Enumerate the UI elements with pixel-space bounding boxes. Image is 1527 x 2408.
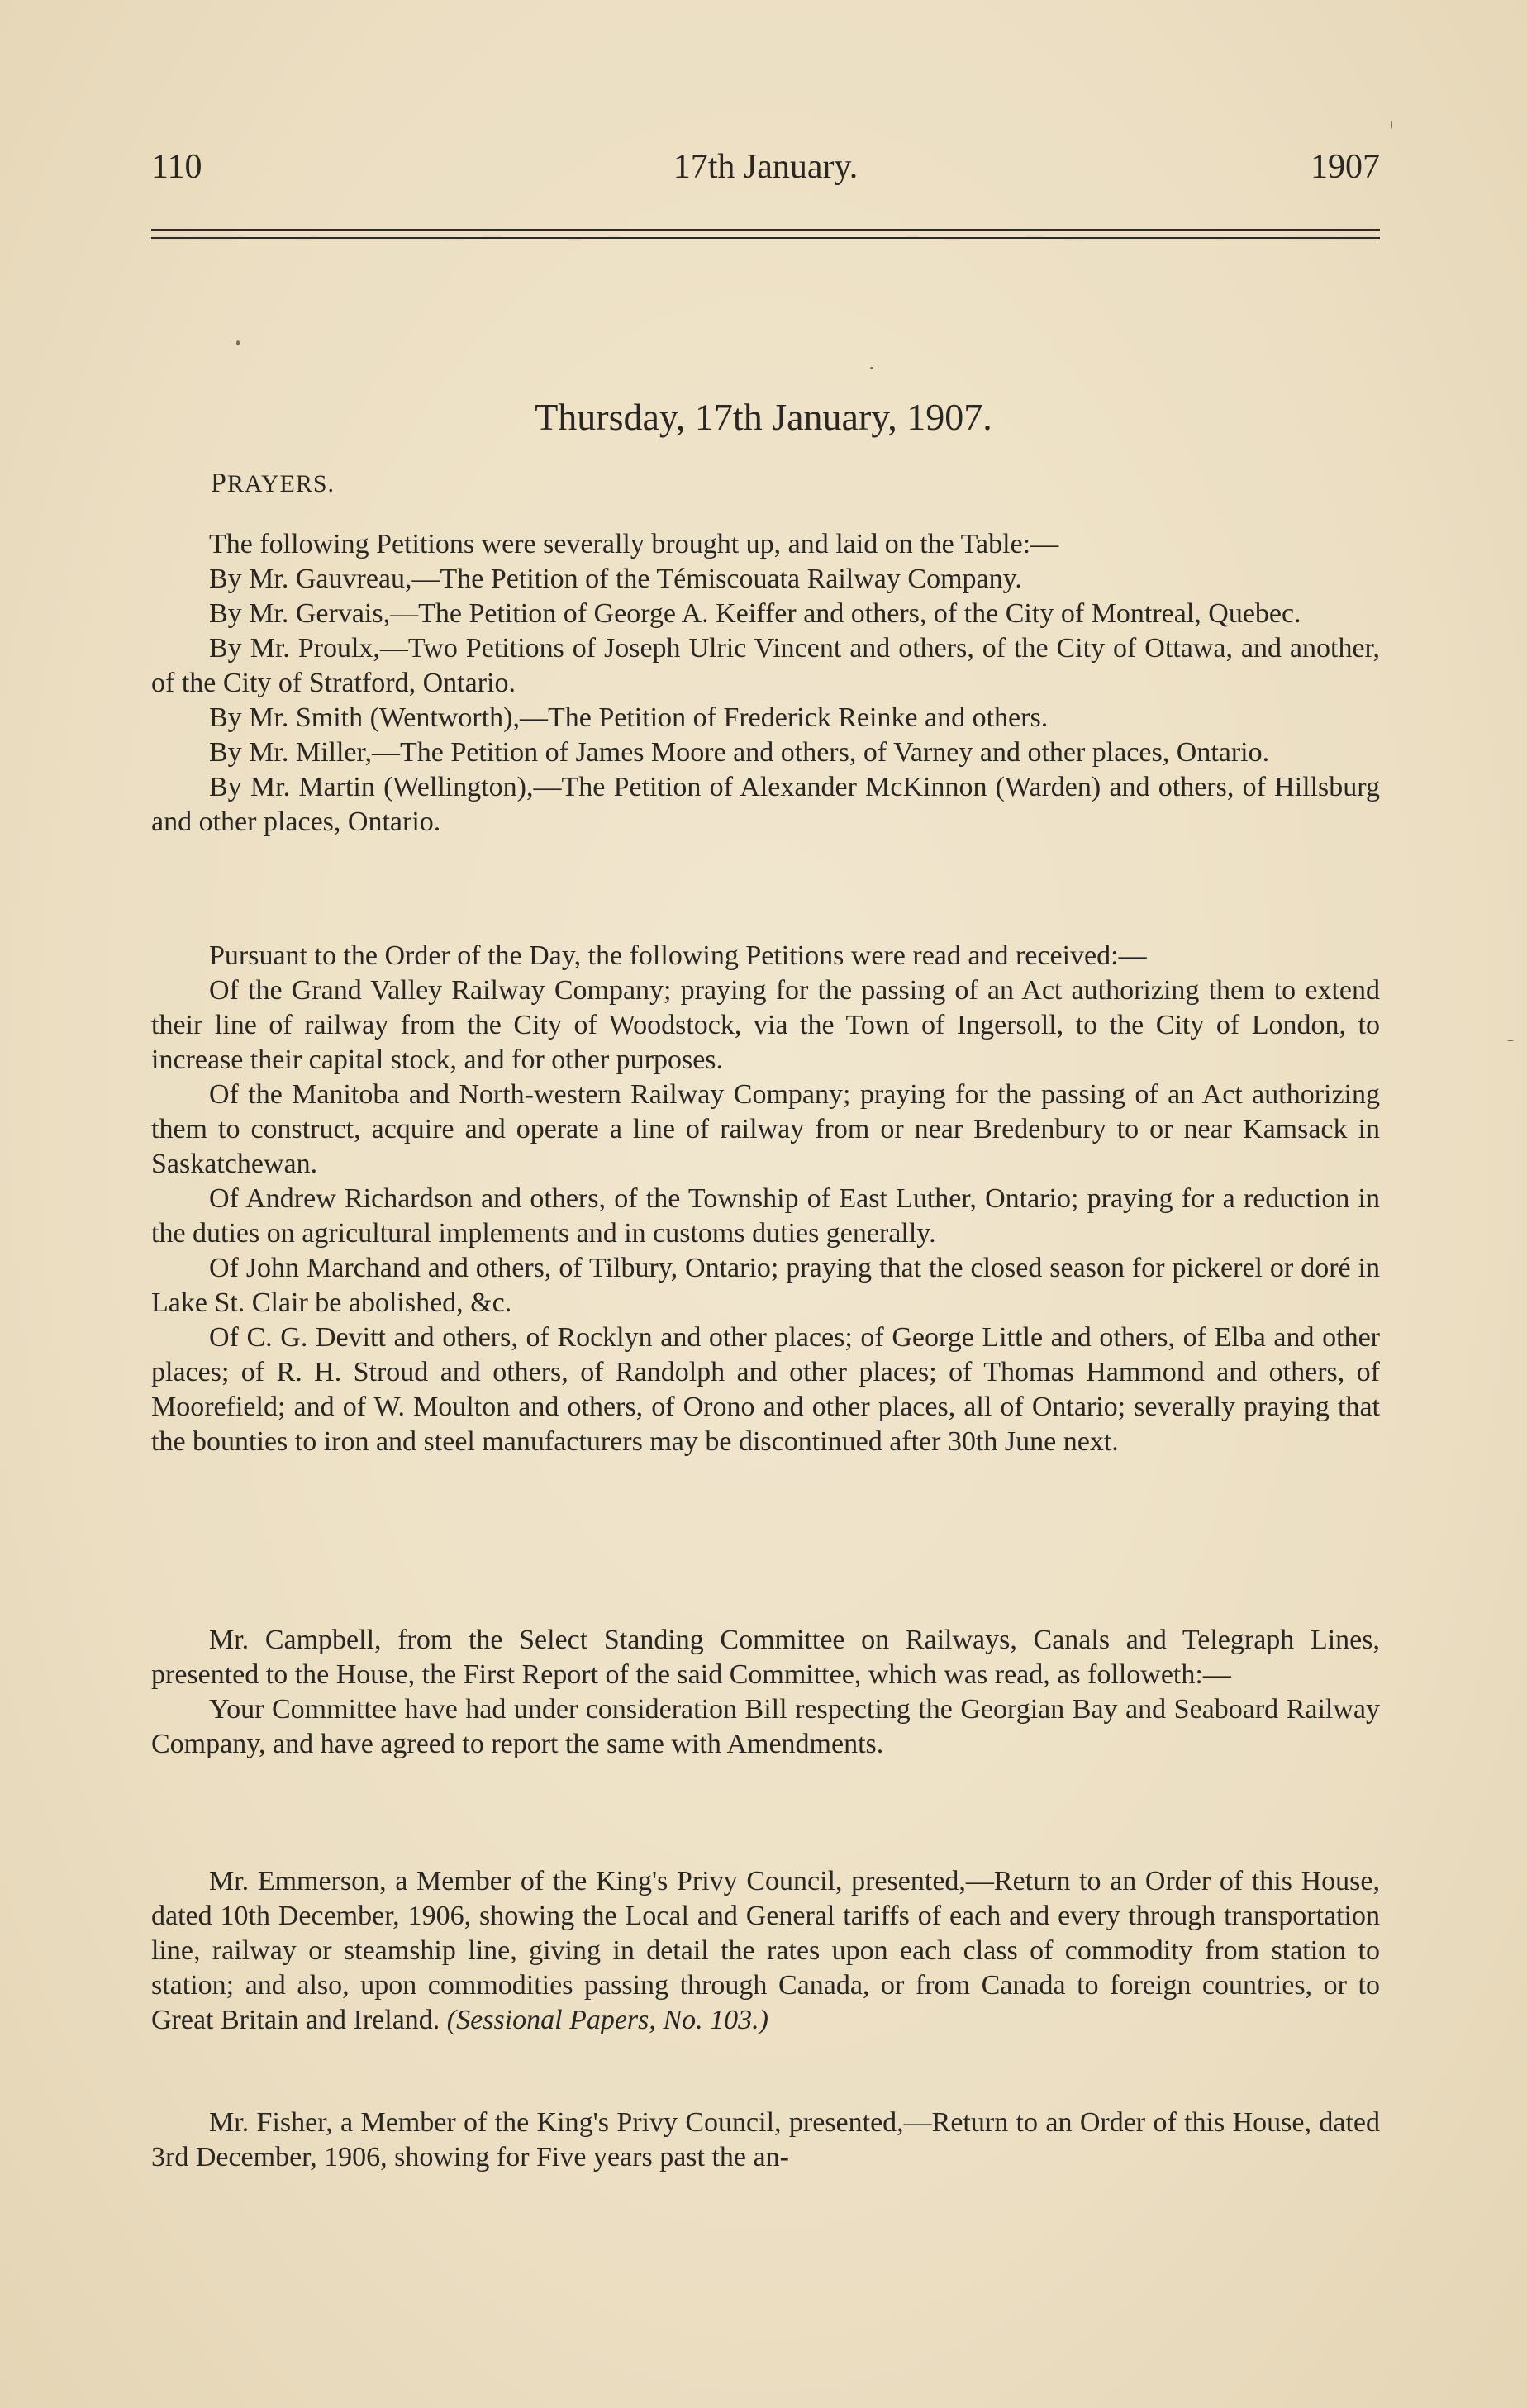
running-head (151, 147, 1380, 197)
running-head-date: 17th January. (673, 148, 859, 186)
petitions-read-intro: Pursuant to the Order of the Day, the following Petitions were read and received:— (209, 940, 1147, 971)
committee-report-body: Your Committee have had under consideration Bill respecting the Georgian Bay and Seaboard Railway Company, and have agreed to report the same with Amendments. (151, 1694, 1380, 1759)
paper-speck (236, 340, 240, 345)
committee-report-intro: Mr. Campbell, from the Select Standing Committee on Railways, Canals and Telegraph Lines, presented to the House, the First Report of the said Committee, which was read, as followeth:— (151, 1625, 1380, 1690)
petitions-brought-section (151, 527, 1380, 840)
paper-speck (1507, 1040, 1514, 1041)
emmerson-return-body: Mr. Emmerson, a Member of the King's Privy Council, presented,—Return to an Order of this House, dated 10th December, 1906, showing the Local and General tariffs of each and every through transportation line, railway or steamship line, giving in detail the rates upon each class of commodity from station to station; and also, upon commodities passing through Canada, or from Canada to foreign countries, or to Great Britain and Ireland. (151, 1866, 1380, 2035)
petition-read-item: Of the Grand Valley Railway Company; praying for the passing of an Act authorizing them to extend their line of railway from the City of Woodstock, via the Town of Ingersoll, to the City of London, to increase their capital stock, and for other purposes. (151, 975, 1380, 1075)
sessional-paper-ref: (Sessional Papers, No. 103.) (446, 2005, 768, 2035)
paper-speck (870, 367, 873, 369)
day-heading: Thursday, 17th January, 1907. (535, 396, 992, 438)
petitions-read-section (151, 939, 1380, 1459)
emmerson-return-section (151, 1864, 1380, 2038)
petition-read-item: Of Andrew Richardson and others, of the Township of East Luther, Ontario; praying for a reduction in the duties on agricultural implements and in customs duties generally. (151, 1183, 1380, 1249)
prayers-heading: PRAYERS. (211, 468, 335, 498)
committee-report-section (151, 1623, 1380, 1762)
petition-item: By Mr. Miller,—The Petition of James Moore and others, of Varney and other places, Ontario. (209, 737, 1270, 768)
header-rule-bottom (151, 237, 1380, 239)
petition-item: By Mr. Proulx,—Two Petitions of Joseph Ulric Vincent and others, of the City of Ottawa, and another, of the City of Stratford, Ontario. (151, 633, 1380, 698)
fisher-return-section (151, 2106, 1380, 2175)
petition-read-item: Of the Manitoba and North-western Railway Company; praying for the passing of an Act authorizing them to construct, acquire and operate a line of railway from or near Bredenbury to or near Kamsack in Saskatchewan. (151, 1079, 1380, 1179)
petition-item: By Mr. Gauvreau,—The Petition of the Témiscouata Railway Company. (209, 564, 1022, 594)
running-head-year: 1907 (1311, 148, 1380, 186)
fisher-return-text: Mr. Fisher, a Member of the King's Privy Council, presented,—Return to an Order of this House, dated 3rd December, 1906, showing for Five years past the an- (151, 2107, 1380, 2172)
petition-item: By Mr. Smith (Wentworth),—The Petition of Frederick Reinke and others. (209, 702, 1049, 733)
petition-read-item: Of C. G. Devitt and others, of Rocklyn and other places; of George Little and others, of Elba and other places; of R. H. Stroud and others, of Randolph and other places; of Thomas Hammond and others, of Moorefield; and of W. Moulton and others, of Orono and other places, all of Ontario; severally praying that the bounties to iron and steel manufacturers may be discontinued after 30th June next. (151, 1322, 1380, 1457)
petition-item: By Mr. Martin (Wellington),—The Petition of Alexander McKinnon (Warden) and others, of Hillsburg and other places, Ontario. (151, 772, 1380, 837)
petition-item: By Mr. Gervais,—The Petition of George A. Keiffer and others, of the City of Montreal, Quebec. (209, 598, 1301, 629)
page-number: 110 (151, 148, 202, 186)
paper-speck (1391, 121, 1392, 129)
petitions-brought-intro: The following Petitions were severally brought up, and laid on the Table:— (209, 529, 1059, 559)
header-rule-top (151, 229, 1380, 231)
petition-read-item: Of John Marchand and others, of Tilbury, Ontario; praying that the closed season for pickerel or doré in Lake St. Clair be abolished, &c. (151, 1253, 1380, 1318)
emmerson-return-text (151, 1864, 1380, 2038)
